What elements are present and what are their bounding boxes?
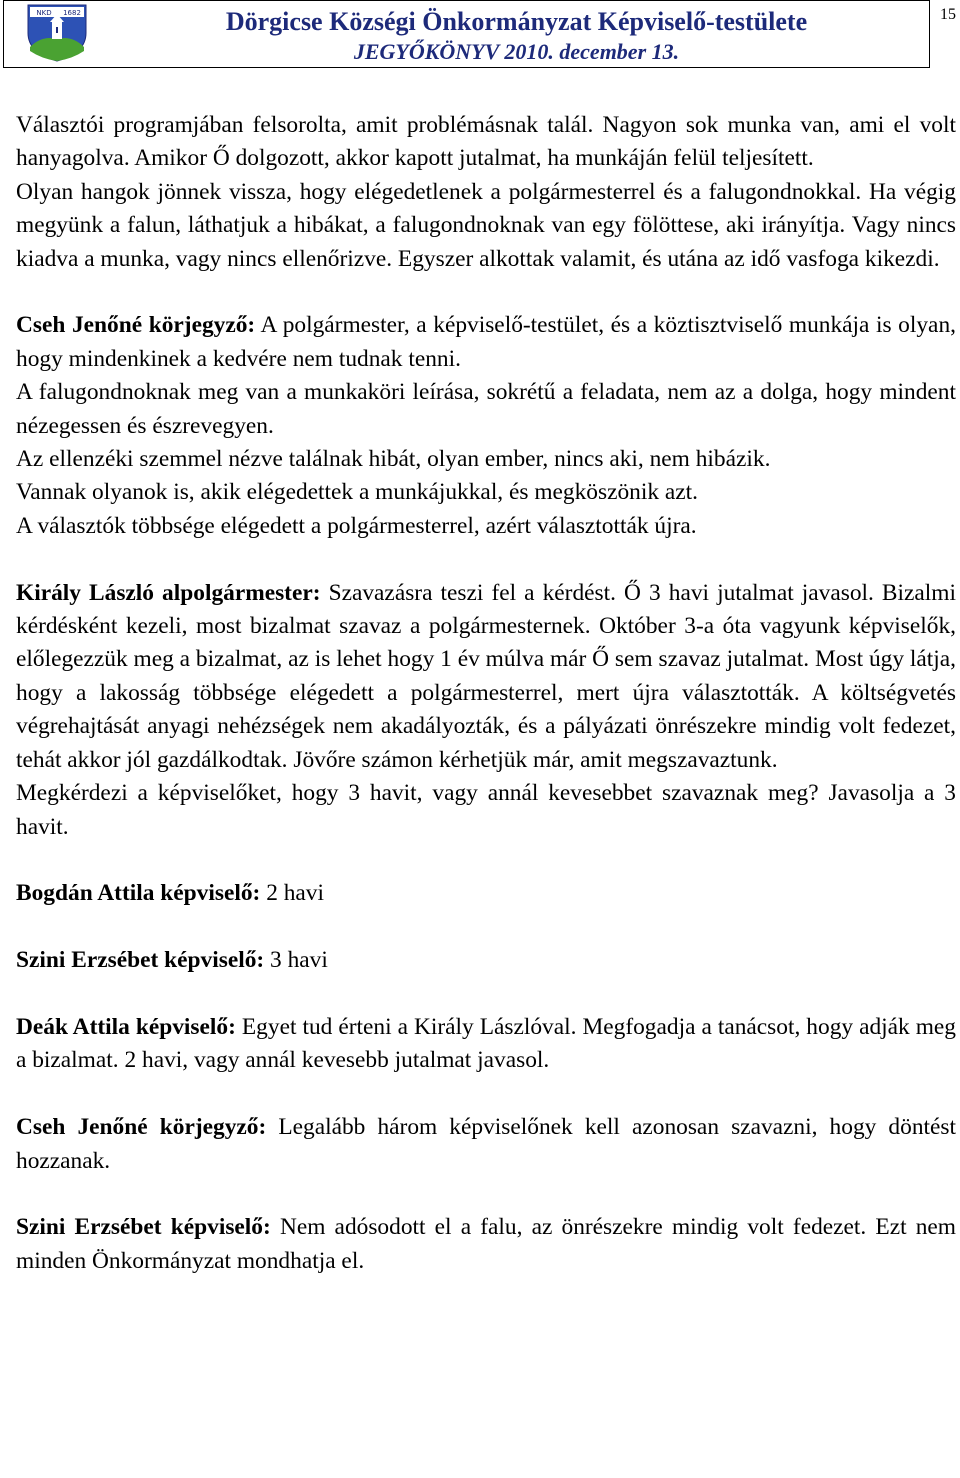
speaker-name: Deák Attila képviselő: [16, 1013, 236, 1040]
document-title: Dörgicse Községi Önkormányzat Képviselő-testülete [225, 7, 808, 36]
paragraph: Cseh Jenőné körjegyző: Legalább három képviselőnek kell azonosan szavazni, hogy döntést hozzanak. [16, 1114, 956, 1174]
page-number: 15 [940, 6, 956, 23]
paragraph: Megkérdezi a képviselőket, hogy 3 havit, vagy annál kevesebbet szavaznak meg? Javasolja a 3 havit. [16, 780, 956, 840]
paragraph: Deák Attila képviselő: Egyet tud érteni a Király Lászlóval. Megfogadja a tanácsot, hogy adják meg a bizalmat. 2 havi, vagy annál kevesebb jutalmat javasol. [16, 1013, 956, 1074]
paragraph: Választói programjában felsorolta, amit problémásnak talál. Nagyon sok munka van, ami el volt hanyagolva. Amikor Ő dolgozott, akkor kapott jutalmat, ha munkáján felül teljesített. [16, 112, 956, 172]
paragraph: A falugondnoknak meg van a munkaköri leírása, sokrétű a feladata, nem az a dolga, hogy mindent nézegessen és észrevegyen. [16, 379, 956, 439]
page-header [3, 0, 930, 68]
speaker-name: Szini Erzsébet képviselő: [16, 947, 265, 974]
logo-text: NKD [36, 9, 52, 17]
document-subtitle: JEGYŐKÖNYV 2010. december 13. [353, 39, 680, 64]
logo-year: 1682 [63, 9, 81, 17]
coat-of-arms-logo [12, 3, 102, 63]
paragraph: Olyan hangok jönnek vissza, hogy elégedetlenek a polgármesterrel és a falugondnokkal. Ha végig megyünk a falun, láthatjuk a hibákat, a falugondnoknak van egy fölöttese, aki irányítja. Vagy nincs kiadva a munka, vagy nincs ellenőrizve. Egyszer alkottak valamit, és utána az idő vasfoga kikezdi. [16, 178, 956, 272]
paragraph: A választók többsége elégedett a polgármesterrel, azért választották újra. [16, 512, 697, 539]
speaker-name: Király László alpolgármester: [16, 579, 321, 606]
document-body [16, 109, 956, 1278]
paragraph: Szini Erzsébet képviselő: 3 havi [16, 947, 328, 974]
paragraph: Bogdán Attila képviselő: 2 havi [16, 880, 325, 907]
paragraph: Cseh Jenőné körjegyző: A polgármester, a képviselő-testület, és a köztisztviselő munkája is olyan, hogy mindenkinek a kedvére nem tudnak tenni. [16, 312, 956, 372]
speaker-name: Cseh Jenőné körjegyző: [16, 1114, 267, 1141]
paragraph: Király László alpolgármester: Szavazásra teszi fel a kérdést. Ő 3 havi jutalmat javasol. Bizalmi kérdésként kezeli, most bizalmat szavaz a polgármesternek. Október 3-a óta vagyunk képviselők, előlegezzük meg a bizalmat, az is lehet hogy 1 év múlva már Ő sem szavaz jutalmat. Most úgy látja, hogy a lakosság többsége elégedett a polgármesterrel, mert újra választották. A költségvetés végrehajtását anyagi nehézségek nem akadályozták, és a pályázati önrészekre mindig volt fedezet, tehát akkor jól gazdálkodtak. Jövőre számon kérhetjük már, amit megszavaztunk. [16, 579, 956, 773]
speaker-name: Bogdán Attila képviselő: [16, 880, 261, 907]
paragraph: Az ellenzéki szemmel nézve találnak hibát, olyan ember, nincs aki, nem hibázik. [16, 446, 771, 473]
speaker-name: Cseh Jenőné körjegyző: [16, 312, 256, 339]
paragraph: Vannak olyanok is, akik elégedettek a munkájukkal, és megköszönik azt. [16, 479, 699, 506]
speaker-name: Szini Erzsébet képviselő: [16, 1214, 271, 1241]
paragraph: Szini Erzsébet képviselő: Nem adósodott el a falu, az önrészekre mindig volt fedezet. Ezt nem minden Önkormányzat mondhatja el. [16, 1214, 956, 1274]
